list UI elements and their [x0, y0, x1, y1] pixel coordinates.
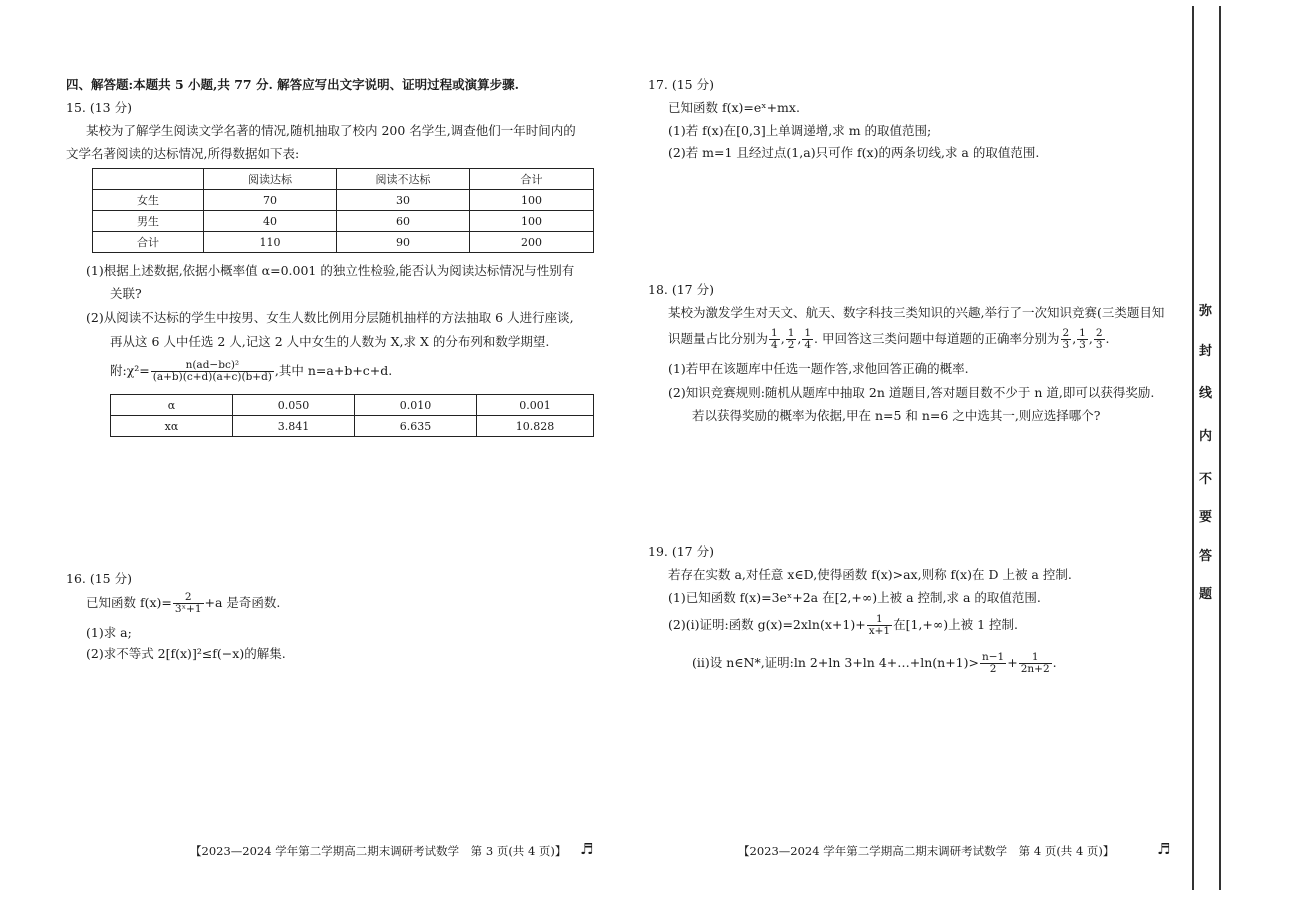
- fraction-numerator: 1: [1019, 652, 1052, 664]
- table-row: [93, 211, 594, 232]
- q16-stem-prefix: 已知函数 f(x)=: [86, 595, 172, 610]
- table-cell: 阅读不达标: [337, 169, 470, 190]
- q15-part1-a: (1)根据上述数据,依据小概率值 α=0.001 的独立性检验,能否认为阅读达标情况与性别有: [86, 263, 575, 278]
- q19-part2-ii: (ⅱ)设 n∈N*,证明:ln 2+ln 3+ln 4+…+ln(n+1)> $\frac{n-1}{2}$ + $\frac{1}{2n+2}$ .: [692, 651, 1057, 675]
- table-cell: 3.841: [233, 416, 355, 437]
- q15-part2-b: 再从这 6 人中任选 2 人,记这 2 人中女生的人数为 X,求 X 的分布列和数学期望.: [110, 334, 550, 349]
- q17-label: 17. (15 分): [648, 77, 714, 92]
- section-header: 四、解答题:本题共 5 小题,共 77 分. 解答应写出文字说明、证明过程或演算步骤.: [66, 77, 520, 92]
- table-row: [111, 395, 594, 416]
- fraction-denominator: 3ˣ+1: [174, 603, 202, 615]
- fraction-numerator: 2: [173, 592, 204, 604]
- q18-stem-2-mid: . 甲回答这三类问题中每道题的正确率分别为: [814, 331, 1060, 346]
- fraction-numerator: n(ad−bc)²: [151, 360, 274, 372]
- q19-part2-ii-prefix: (ⅱ)设 n∈N*,证明:ln 2+ln 3+ln 4+…+ln(n+1)>: [692, 655, 979, 670]
- q19-fraction: [867, 614, 892, 637]
- q19-part2-i-prefix: (2)(ⅰ)证明:函数 g(x)=2xln(x+1)+: [668, 617, 866, 632]
- q16-label: 16. (15 分): [66, 571, 132, 586]
- formula-suffix: ,其中 n=a+b+c+d.: [274, 363, 393, 378]
- q15-part1-b: 关联?: [110, 286, 142, 301]
- table-cell: 110: [204, 232, 337, 253]
- ratio-fraction: [769, 328, 780, 351]
- table-cell: 90: [337, 232, 470, 253]
- fraction-numerator: 2: [1095, 327, 1103, 339]
- table-cell: α: [111, 395, 233, 416]
- q19-part1: (1)已知函数 f(x)=3eˣ+2a 在[2,+∞)上被 a 控制,求 a 的取值范围.: [668, 590, 1041, 605]
- table-cell: 200: [470, 232, 594, 253]
- music-note-icon: ♬: [580, 840, 594, 858]
- table-cell: 40: [204, 211, 337, 232]
- fraction-denominator: 2n+2: [1020, 663, 1050, 675]
- fraction-denominator: 2: [989, 663, 997, 675]
- table-cell: 0.001: [477, 395, 594, 416]
- q15-contingency-table: [92, 168, 594, 253]
- rate-fraction: [1094, 328, 1105, 351]
- table-cell: 60: [337, 211, 470, 232]
- q19-fraction: [1019, 652, 1052, 675]
- q18-part2-a: (2)知识竞赛规则:随机从题库中抽取 2n 道题目,答对题目数不少于 n 道,即可以获得奖励.: [668, 385, 1155, 400]
- q17-stem: 已知函数 f(x)=eˣ+mx.: [668, 100, 800, 115]
- fraction-numerator: 1: [804, 327, 812, 339]
- q16-stem-suffix: +a 是奇函数.: [204, 595, 281, 610]
- q19-stem: 若存在实数 a,对任意 x∈D,使得函数 f(x)>ax,则称 f(x)在 D 上被 a 控制.: [668, 567, 1072, 582]
- table-cell: 100: [470, 211, 594, 232]
- table-cell: 100: [470, 190, 594, 211]
- q15-critical-value-table: [110, 394, 594, 437]
- q17-part2: (2)若 m=1 且经过点(1,a)只可作 f(x)的两条切线,求 a 的取值范围.: [668, 145, 1040, 160]
- q19-label: 19. (17 分): [648, 544, 714, 559]
- music-note-icon: ♬: [1157, 840, 1171, 858]
- table-cell: 10.828: [477, 416, 594, 437]
- q18-stem-1: 某校为激发学生对天文、航天、数字科技三类知识的兴趣,举行了一次知识竞赛(三类题目知: [668, 305, 1165, 320]
- table-row: [111, 416, 594, 437]
- q18-stem-2: 识题量占比分别为 $\frac{1}{4}$ , $\frac{1}{2}$ , $\frac{1}{4}$ . 甲回答这三类问题中每道题的正确率分别为 $\frac{2}{3}$ , $\frac{1}{3}$ , $\frac{2}{3}$ .: [668, 327, 1110, 351]
- ratio-fraction: [786, 328, 797, 351]
- q15-label: 15. (13 分): [66, 100, 132, 115]
- table-row: [93, 190, 594, 211]
- fraction-numerator: 1: [787, 327, 795, 339]
- q16-fraction: [173, 592, 204, 615]
- table-cell: 70: [204, 190, 337, 211]
- q18-stem-2-prefix: 识题量占比分别为: [668, 331, 769, 346]
- chi-square-fraction: [151, 360, 274, 383]
- table-cell: xα: [111, 416, 233, 437]
- binding-line: [1192, 6, 1194, 890]
- table-cell: [93, 169, 204, 190]
- table-cell: 男生: [93, 211, 204, 232]
- fraction-denominator: x+1: [868, 625, 891, 637]
- table-cell: 0.010: [355, 395, 477, 416]
- ratio-fraction: [802, 328, 813, 351]
- q17-part1: (1)若 f(x)在[0,3]上单调递增,求 m 的取值范围;: [668, 123, 932, 138]
- fraction-denominator: (a+b)(c+d)(a+c)(b+d): [152, 371, 272, 383]
- fraction-numerator: n−1: [981, 651, 1005, 663]
- q19-part2-i: [668, 612, 1018, 638]
- fraction-denominator: 3: [1095, 339, 1103, 351]
- q15-intro-1: 某校为了解学生阅读文学名著的情况,随机抽取了校内 200 名学生,调查他们一年时间内的: [86, 123, 576, 138]
- table-cell: 合计: [93, 232, 204, 253]
- fraction-numerator: 1: [771, 327, 778, 339]
- fraction-numerator: 1: [1079, 327, 1086, 339]
- q16-stem: [86, 590, 280, 616]
- q15-part2-a: (2)从阅读不达标的学生中按男、女生人数比例用分层随机抽样的方法抽取 6 人进行座谈,: [86, 310, 574, 325]
- q15-intro-2: 文学名著阅读的达标情况,所得数据如下表:: [66, 146, 300, 161]
- fraction-denominator: 4: [771, 339, 778, 351]
- formula-prefix: 附:χ²=: [110, 363, 150, 378]
- footer-page-4: 【2023—2024 学年第二学期高二期末调研考试数学 第 4 页(共 4 页)】: [738, 844, 1115, 858]
- q16-part2: (2)求不等式 2[f(x)]²≤f(−x)的解集.: [86, 646, 286, 661]
- q19-fraction: [980, 652, 1006, 675]
- table-cell: 女生: [93, 190, 204, 211]
- fraction-denominator: 4: [804, 339, 812, 351]
- rate-fraction: [1077, 328, 1088, 351]
- fraction-denominator: 2: [787, 339, 795, 351]
- q15-formula-note: [110, 358, 392, 384]
- fraction-denominator: 3: [1062, 339, 1070, 351]
- q18-part2-b: 若以获得奖励的概率为依据,甲在 n=5 和 n=6 之中选其一,则应选择哪个?: [692, 408, 1101, 423]
- table-row: [93, 169, 594, 190]
- table-row: [93, 232, 594, 253]
- q18-label: 18. (17 分): [648, 282, 714, 297]
- table-cell: 0.050: [233, 395, 355, 416]
- q18-part1: (1)若甲在该题库中任选一题作答,求他回答正确的概率.: [668, 361, 969, 376]
- table-cell: 阅读达标: [204, 169, 337, 190]
- table-cell: 30: [337, 190, 470, 211]
- fraction-numerator: 2: [1062, 327, 1070, 339]
- binding-line: [1219, 6, 1221, 890]
- fraction-denominator: 3: [1079, 339, 1086, 351]
- rate-fraction: [1061, 328, 1072, 351]
- footer-page-3: 【2023—2024 学年第二学期高二期末调研考试数学 第 3 页(共 4 页)】: [190, 844, 567, 858]
- fraction-numerator: 1: [867, 614, 892, 626]
- q19-part2-i-suffix: 在[1,+∞)上被 1 控制.: [893, 617, 1019, 632]
- q16-part1: (1)求 a;: [86, 625, 132, 640]
- table-cell: 6.635: [355, 416, 477, 437]
- table-cell: 合计: [470, 169, 594, 190]
